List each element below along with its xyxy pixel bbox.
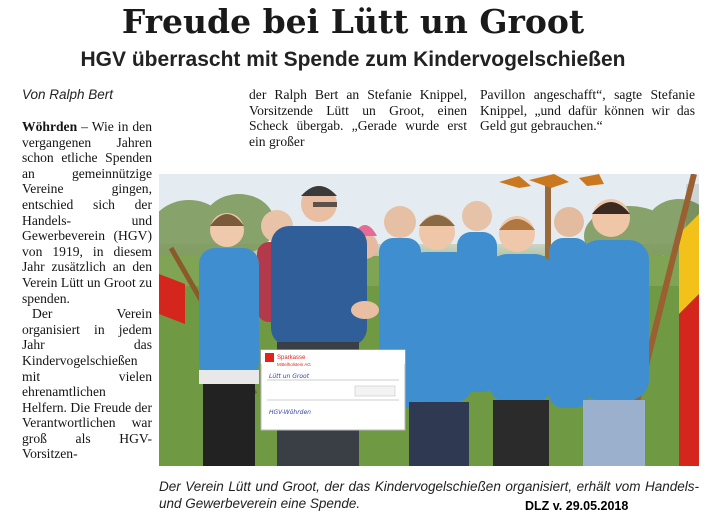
paragraph-1 — [22, 119, 152, 306]
paragraph-2-cont: der Ralph Bert an Stefanie Knippel, Vorsitzende Lütt un Groot, einen Scheck übergab. „Gerade wurde erst ein großer — [249, 87, 467, 149]
subheadline: HGV überrascht mit Spende zum Kindervogelschießen — [80, 48, 626, 71]
cheque-recipient: Lütt un Groot — [269, 373, 310, 380]
photo-caption: Der Verein Lütt und Groot, der das Kindervogelschießen organisiert, erhält vom Handels- und Gewerbeverein eine Spende. — [159, 479, 699, 511]
cheque-bank-name: Sparkasse — [277, 355, 306, 361]
headline: Freude bei Lütt un Groot — [121, 2, 585, 41]
cheque-bank-sub: Mittelholstein AG — [277, 362, 311, 367]
article-column-3 — [480, 87, 695, 134]
photo-illustration — [159, 174, 699, 466]
paragraph-3: Pavillon angeschafft“, sagte Stefanie Knippel, „und dafür können wir das Geld gut gebrauchen.“ — [480, 87, 695, 134]
cheque — [261, 350, 405, 430]
byline: Von Ralph Bert — [22, 87, 114, 102]
dateline: Wöhrden — [22, 119, 78, 134]
article-photo — [159, 174, 699, 466]
article-column-2 — [249, 87, 467, 149]
paragraph-2: Der Verein organisiert in jedem Jahr das Kindervogelschießen mit vielen ehrenamtlichen Helfern. Die Freude der Verantwortlichen war groß als HGV-Vorsitzen- — [22, 306, 152, 462]
cheque-sender: HGV-Wöhrden — [269, 409, 311, 416]
article-column-1 — [22, 119, 152, 462]
paragraph-1-text: – Wie in den vergangenen Jahren schon etliche Spenden an gemeinnützige Vereine gingen, entschied sich der Handels- und Gewerbeverein (HGV) von 1919, in diesem Jahr zusätzlich an den Verein Lütt un Groot zu spenden. — [22, 119, 152, 306]
source-stamp: DLZ v. 29.05.2018 — [525, 499, 629, 513]
